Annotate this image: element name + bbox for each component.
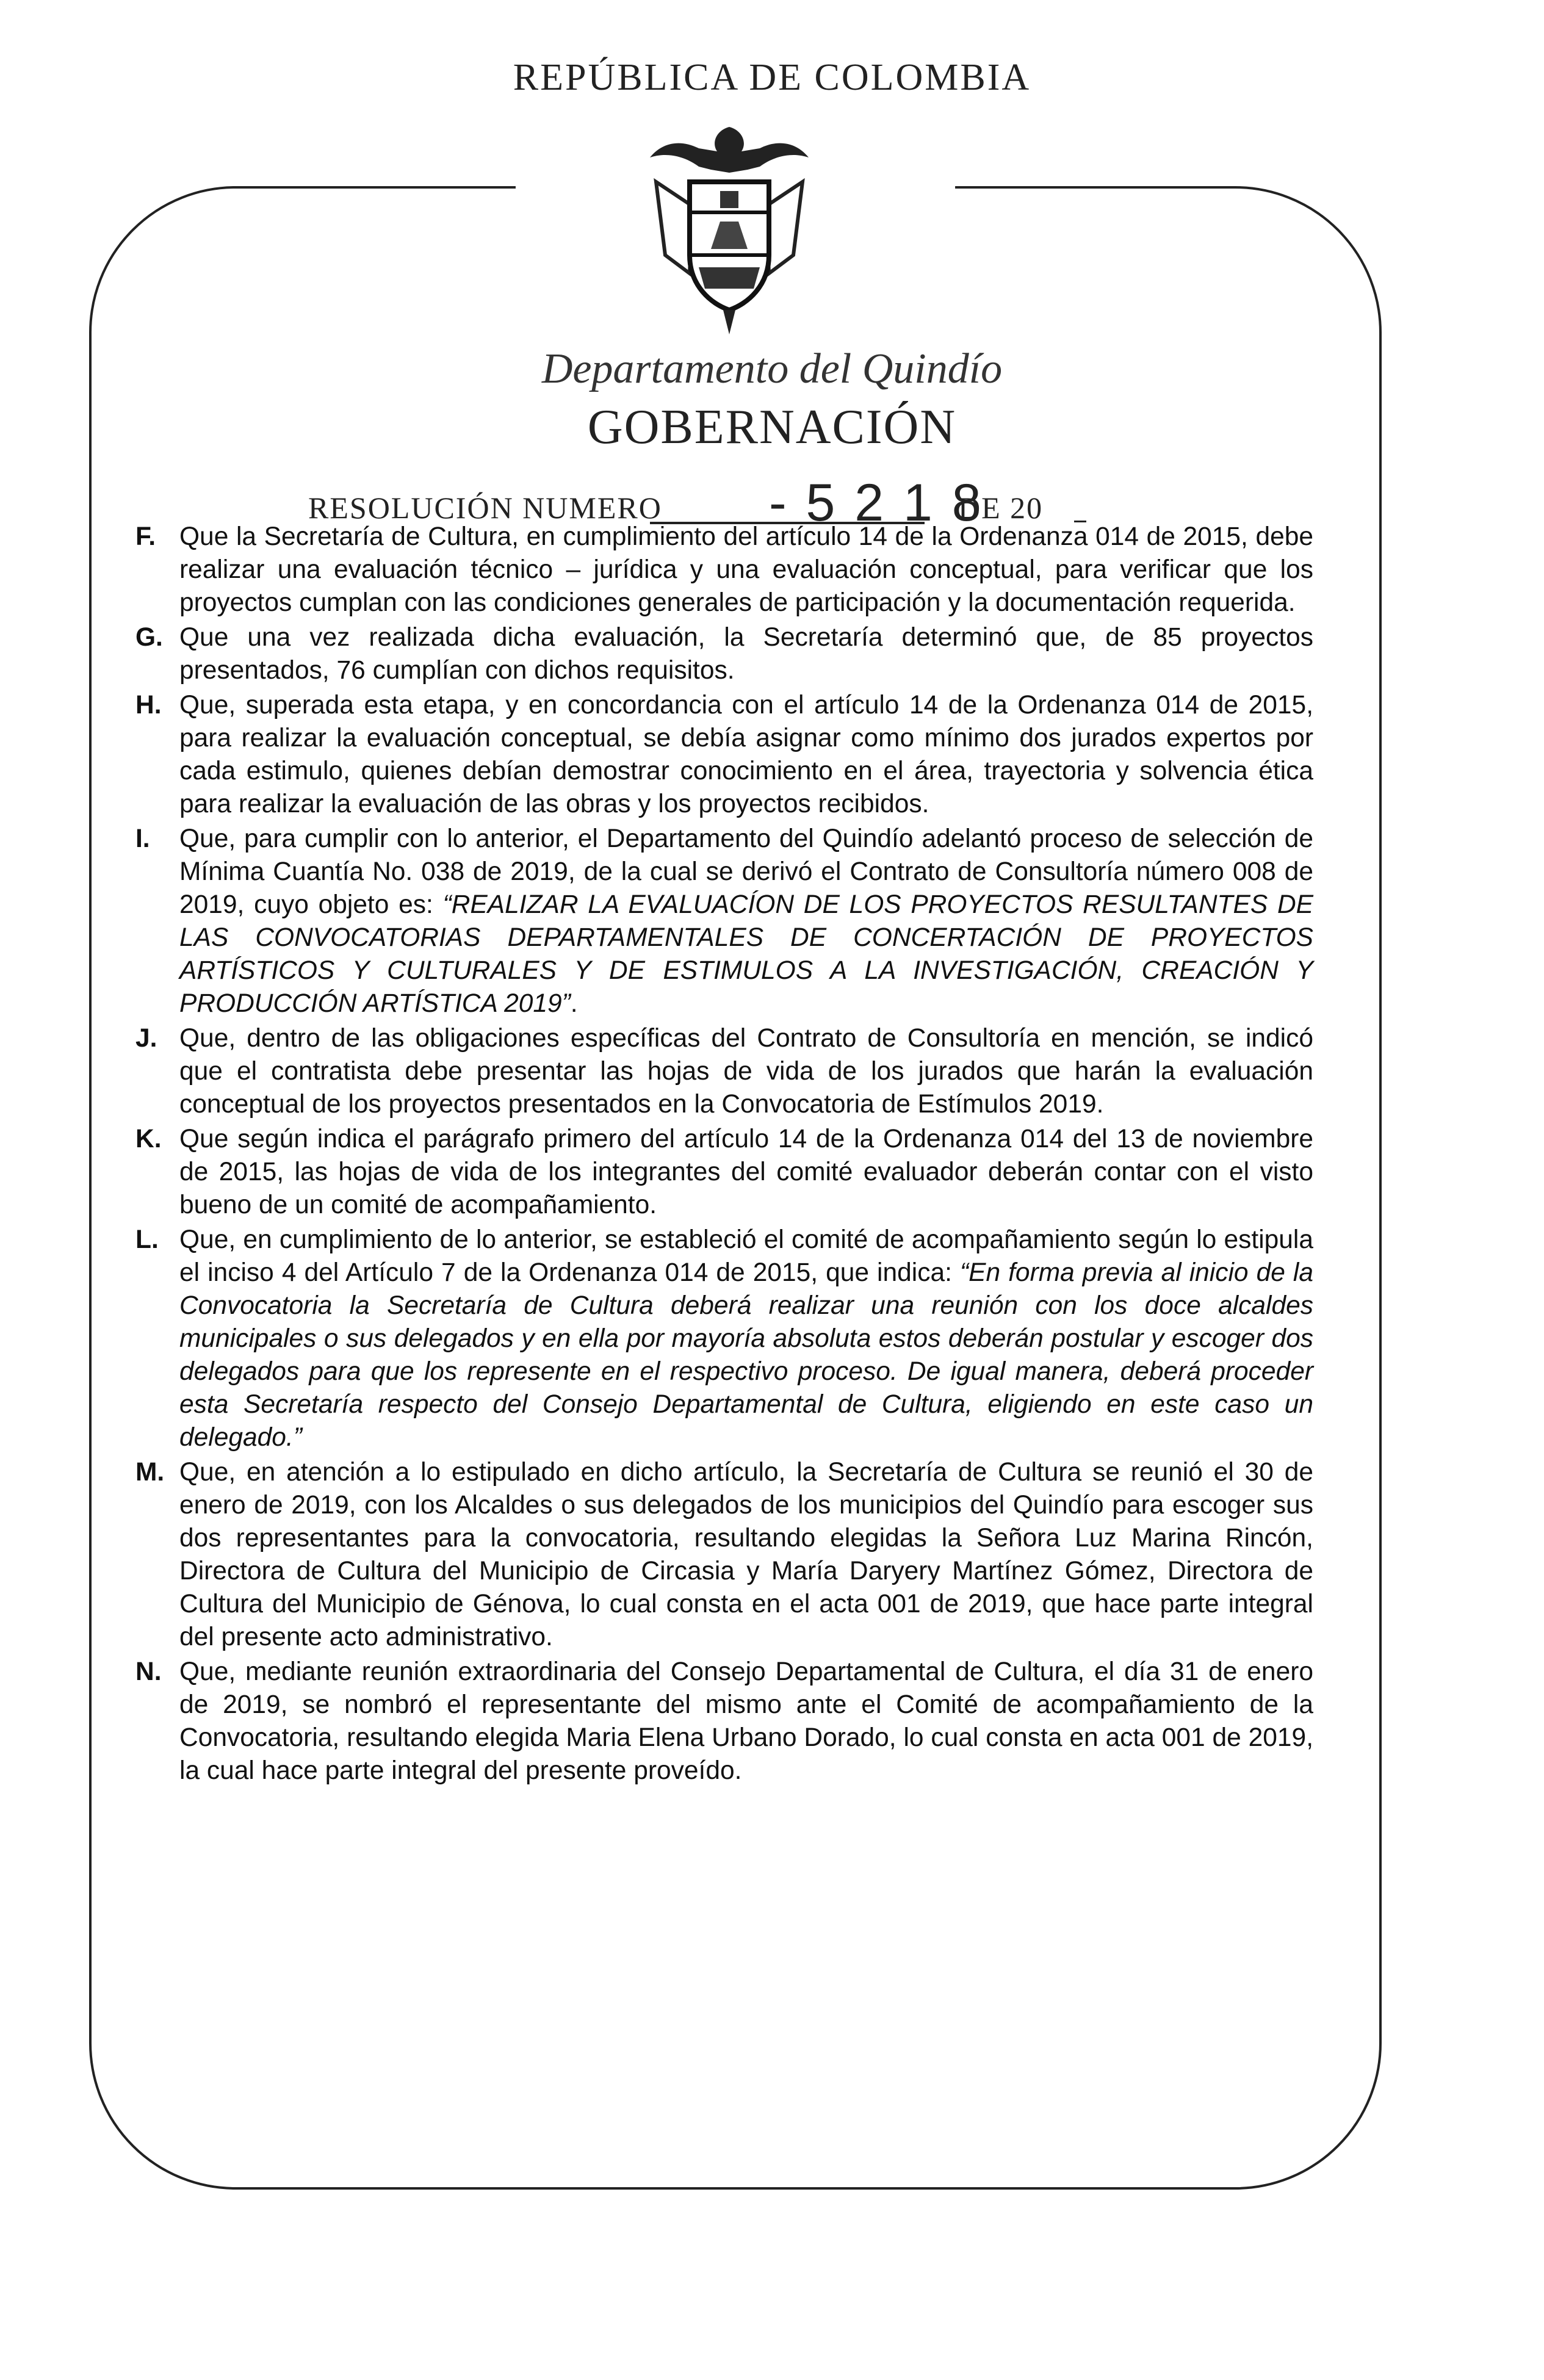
document-body: [135, 521, 1313, 1789]
resolution-label: RESOLUCIÓN NUMERO: [308, 491, 662, 525]
clause-text: Que, en atención a lo estipulado en dicho artículo, la Secretaría de Cultura se reunió el 30 de enero de 2019, con los Alcaldes o sus delegados de los municipios del Quindío para escoger sus dos representantes para la convocatoria, resultando elegidas la Señora Luz Marina Rincón, Directora de Cultura del Municipio de Circasia y María Daryery Martínez Gómez, Directora de Cultura del Municipio de Génova, lo cual consta en el acta 001 de 2019, que hace parte integral del presente acto administrativo.: [179, 1458, 1313, 1651]
clause-l: [135, 1224, 1313, 1454]
clause-text-block: [179, 823, 1313, 1020]
clause-letter: M.: [135, 1458, 165, 1487]
country-heading: REPÚBLICA DE COLOMBIA: [513, 57, 1031, 98]
clause-k: [135, 1123, 1313, 1222]
clause-text: Que la Secretaría de Cultura, en cumplimiento del artículo 14 de la Ordenanza 014 de 2015, debe realizar una evaluación técnico – jurídica y una evaluación conceptual, para verificar que los proyectos cumplan con las condiciones generales de participación y la documentación requerida.: [179, 522, 1313, 617]
department-title: Departamento del Quindío: [541, 345, 1003, 392]
clause-text: Que según indica el parágrafo primero del artículo 14 de la Ordenanza 014 del 13 de noviembre de 2015, las hojas de vida de los integrantes del comité evaluador deberán contar con el visto bueno de un comité de acompañamiento.: [179, 1125, 1313, 1219]
resolution-date-label: DE 20: [958, 491, 1044, 525]
clause-letter: F.: [135, 522, 156, 551]
clause-text: Que, superada esta etapa, y en concordancia con el artículo 14 de la Ordenanza 014 de 2015, para realizar la evaluación conceptual, se debía asignar como mínimo dos jurados expertos por cada estimulo, quienes debían demostrar conocimiento en el área, trayectoria y solvencia ética para realizar la evaluación de las obras y los proyectos recibidos.: [179, 691, 1313, 818]
clause-h: [135, 689, 1313, 821]
clause-letter: H.: [135, 691, 162, 719]
clause-text: Que, en cumplimiento de lo anterior, se estableció el comité de acompañamiento según lo estipula el inciso 4 del Artículo 7 de la Ordenanza 014 de 2015, que indica:: [179, 1225, 1313, 1287]
clause-letter: G.: [135, 623, 163, 652]
clause-m: [135, 1456, 1313, 1654]
clause-text: Que, mediante reunión extraordinaria del Consejo Departamental de Cultura, el día 31 de enero de 2019, se nombró el representante del mismo ante el Comité de acompañamiento de la Convocatoria, resultando elegida Maria Elena Urbano Dorado, lo cual consta en acta 001 de 2019, la cual hace parte integral del presente proveído.: [179, 1657, 1313, 1785]
clause-letter: K.: [135, 1125, 162, 1153]
clause-tail: .: [570, 989, 578, 1018]
ordinance-quote: “En forma previa al inicio de la Convocatoria la Secretaría de Cultura deberá realizar una reunión con los doce alcaldes municipales o sus delegados y en ella por mayoría absoluta estos deberán postular y escoger dos delegados para que los represente en el respectivo proceso. De igual manera, deberá proceder esta Secretaría respecto del Consejo Departamental de Cultura, eligiendo en este caso un delegado.”: [179, 1258, 1313, 1452]
government-title: GOBERNACIÓN: [587, 400, 957, 454]
clause-text: Que, dentro de las obligaciones específicas del Contrato de Consultoría en mención, se indicó que el contratista debe presentar las hojas de vida de los jurados que harán la evaluación conceptual de los proyectos presentados en la Convocatoria de Estímulos 2019.: [179, 1024, 1313, 1119]
clause-f: [135, 521, 1313, 619]
coat-of-arms-seal: [632, 115, 827, 347]
clause-letter: J.: [135, 1024, 157, 1053]
clause-text: Que una vez realizada dicha evaluación, la Secretaría determinó que, de 85 proyectos presentados, 76 cumplían con dichos requisitos.: [179, 623, 1313, 685]
contract-object-quote: “REALIZAR LA EVALUACÍON DE LOS PROYECTOS RESULTANTES DE LAS CONVOCATORIAS DEPARTAMENTALES DE CONCERTACIÓN DE PROYECTOS ARTÍSTICOS Y CULTURALES Y DE ESTIMULOS A LA INVESTIGACIÓN, CREACIÓN Y PRODUCCIÓN ARTÍSTICA 2019”: [179, 890, 1313, 1018]
resolution-number: - 5 2 1 8: [769, 474, 984, 532]
clause-letter: N.: [135, 1657, 162, 1686]
clause-text: Que, para cumplir con lo anterior, el Departamento del Quindío adelantó proceso de selección de Mínima Cuantía No. 038 de 2019, de la cual se derivó el Contrato de Consultoría número 008 de 2019, cuyo objeto es:: [179, 824, 1313, 919]
clause-n: [135, 1656, 1313, 1787]
clause-letter: L.: [135, 1225, 159, 1254]
clause-text-block: [179, 1224, 1313, 1454]
clause-letter: I.: [135, 824, 150, 853]
clause-j: [135, 1022, 1313, 1121]
clause-g: [135, 621, 1313, 687]
clause-i: [135, 823, 1313, 1020]
